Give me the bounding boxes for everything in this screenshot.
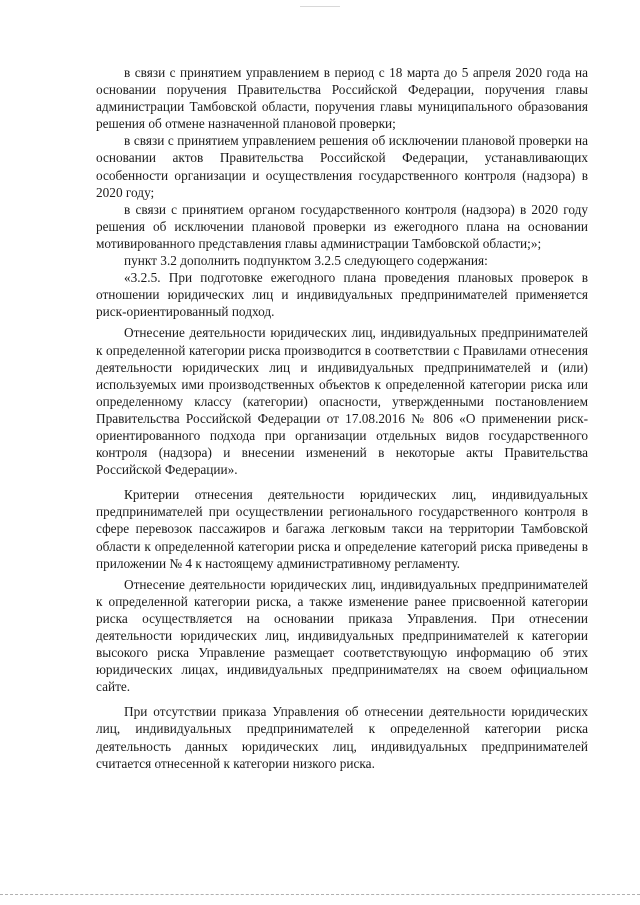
scan-artifact-top bbox=[300, 6, 340, 7]
paragraph-1: в связи с принятием управлением в период с 18 марта до 5 апреля 2020 года на основании поручения Правительства Российской Федерации, поручения главы администрации Тамбовской области, поручения главы муниципального образования решения об отмене назначенной плановой проверки; bbox=[96, 65, 588, 132]
paragraph-5: «3.2.5. При подготовке ежегодного плана проведения плановых проверок в отношении юридических лиц и индивидуальных предпринимателей применяется риск-ориентированный подход. bbox=[96, 270, 588, 320]
paragraph-7: Критерии отнесения деятельности юридических лиц, индивидуальных предпринимателей при осуществлении регионального государственного контроля в сфере перевозок пассажиров и багажа легковым такси на территории Тамбовской области к определенной категории риска и определение категорий риска приведены в приложении № 4 к настоящему административному регламенту. bbox=[96, 487, 588, 571]
paragraph-2: в связи с принятием управлением решения об исключении плановой проверки на основании актов Правительства Российской Федерации, устанавливающих особенности организации и осуществления государственного контроля (надзора) в 2020 году; bbox=[96, 133, 588, 200]
scan-artifact-bottom bbox=[0, 894, 640, 897]
paragraph-3: в связи с принятием органом государственного контроля (надзора) в 2020 году решения об исключении плановой проверки из ежегодного плана на основании мотивированного представления главы администрации Тамбовской области;»; bbox=[96, 201, 588, 251]
paragraph-9: При отсутствии приказа Управления об отнесении деятельности юридических лиц, индивидуальных предпринимателей к определенной категории риска деятельность данных юридических лиц, индивидуальных предпринимателей считается отнесенной к категории низкого риска. bbox=[96, 704, 588, 771]
paragraph-4: пункт 3.2 дополнить подпунктом 3.2.5 следующего содержания: bbox=[124, 253, 488, 269]
document-page bbox=[96, 64, 588, 772]
paragraph-6: Отнесение деятельности юридических лиц, индивидуальных предпринимателей к определенной категории риска производится в соответствии с Правилами отнесения деятельности юридических лиц и индивидуальных предпринимателей и (или) используемых ими производственных объектов к определенной категории риска или определенному классу (категории) опасности, утвержденными постановлением Правительства Российской Федерации от 17.08.2016 № 806 «О применении риск-ориентированного подхода при организации отдельных видов государственного контроля (надзора) и внесении изменений в некоторые акты Правительства Российской Федерации». bbox=[96, 325, 588, 478]
paragraph-8: Отнесение деятельности юридических лиц, индивидуальных предпринимателей к определенной категории риска, а также изменение ранее присвоенной категории риска осуществляется на основании приказа Управления. При отнесении деятельности юридических лиц, индивидуальных предпринимателей к категории высокого риска Управление размещает соответствующую информацию об этих юридических лицах, индивидуальных предпринимателях на своем официальном сайте. bbox=[96, 576, 588, 695]
